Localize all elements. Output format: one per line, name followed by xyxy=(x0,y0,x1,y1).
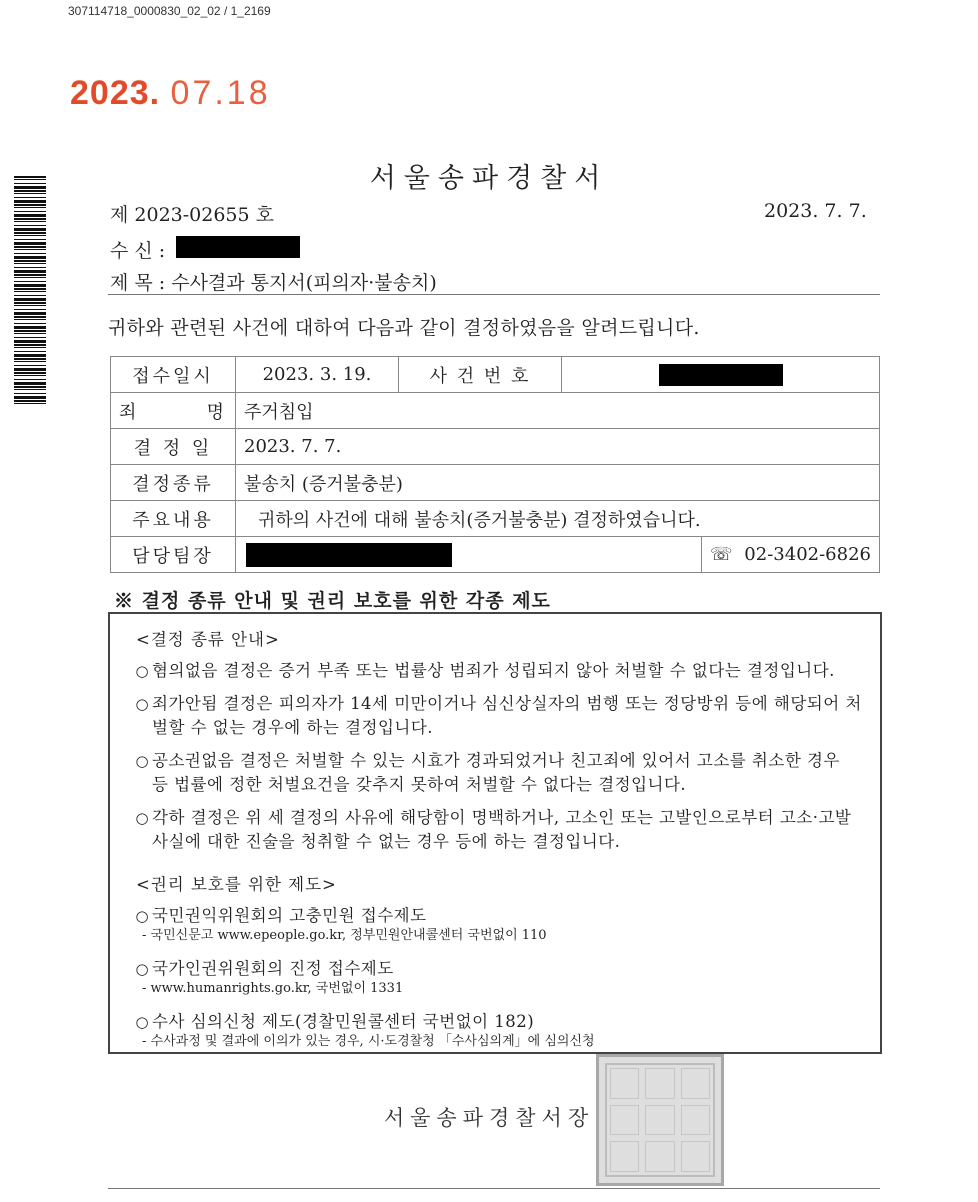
list-item: ○ 각하 결정은 위 세 결정의 사유에 해당함이 명백하거나, 고소인 또는 고발인으로부터 고소·고발 사실에 대한 진술을 청취할 수 없는 경우 등에 하는 결정입니다. xyxy=(132,806,862,854)
bullet-icon: ○ xyxy=(135,662,149,680)
received-date-stamp xyxy=(70,74,271,113)
list-item: ○ 국민권익위원회의 고충민원 접수제도 xyxy=(132,904,862,928)
office-title: 서울송파경찰서 xyxy=(369,163,609,194)
received-date-value: 2023. 3. 19. xyxy=(236,357,399,393)
table-row xyxy=(111,537,880,573)
received-date-label: 접수일시 xyxy=(111,357,236,393)
table-row xyxy=(111,465,880,501)
list-item: ○ 죄가안됨 결정은 피의자가 14세 미만이거나 심신상실자의 범행 또는 정당방위 등에 해당되어 처벌할 수 없는 경우에 하는 결정입니다. xyxy=(132,692,862,740)
redacted-manager-name xyxy=(246,543,452,567)
phone-icon: ☏ xyxy=(710,544,733,565)
section-heading: ※ 결정 종류 안내 및 권리 보호를 위한 각종 제도 xyxy=(114,590,551,612)
bullet-icon: ○ xyxy=(135,1013,149,1031)
bullet-icon: ○ xyxy=(135,907,149,925)
rights-heading: <권리 보호를 위한 제도> xyxy=(136,875,337,894)
crime-label: 죄 명 xyxy=(111,393,236,429)
bullet-icon: ○ xyxy=(135,752,149,770)
barcode xyxy=(14,176,46,404)
header-divider xyxy=(108,294,880,295)
decision-date-value: 2023. 7. 7. xyxy=(236,429,880,465)
lead-text: 귀하와 관련된 사건에 대하여 다음과 같이 결정하였음을 알려드립니다. xyxy=(108,317,700,339)
decision-date-label: 결 정 일 xyxy=(111,429,236,465)
list-item: ○ 수사 심의신청 제도(경찰민원콜센터 국번없이 182) xyxy=(132,1010,862,1034)
redacted-recipient xyxy=(176,236,300,258)
crime-value: 주거침입 xyxy=(236,393,880,429)
decision-type-label: 결정종류 xyxy=(111,465,236,501)
summary-label: 주요내용 xyxy=(111,501,236,537)
bullet-icon: ○ xyxy=(135,695,149,713)
redacted-case-number xyxy=(659,364,783,386)
signature-chief: 서울송파경찰서장 xyxy=(383,1106,595,1130)
list-item: ○ 혐의없음 결정은 증거 부족 또는 법률상 범죄가 성립되지 않아 처벌할 수 없다는 결정입니다. xyxy=(132,659,862,683)
phone-cell xyxy=(702,537,880,573)
document-id: 307114718_0000830_02_02 / 1_2169 xyxy=(68,4,271,18)
list-item: ○ 국가인권위원회의 진정 접수제도 xyxy=(132,957,862,981)
table-row xyxy=(111,501,880,537)
list-item-detail: - 국민신문고 www.epeople.go.kr, 정부민원안내콜센터 국번없이 110 xyxy=(142,928,547,943)
bullet-icon: ○ xyxy=(135,809,149,827)
document-number: 제 2023-02655 호 xyxy=(110,204,275,226)
bullet-icon: ○ xyxy=(135,960,149,978)
recipient-label: 수 신 : xyxy=(110,240,166,262)
issue-date: 2023. 7. 7. xyxy=(764,200,867,222)
case-number-label: 사 건 번 호 xyxy=(399,357,562,393)
decision-type-value: 불송치 (증거불충분) xyxy=(236,465,880,501)
case-number-value xyxy=(562,357,880,393)
list-item: ○ 공소권없음 결정은 처벌할 수 있는 시효가 경과되었거나 친고죄에 있어서 고소를 취소한 경우 등 법률에 정한 처벌요건을 갖추지 못하여 처벌할 수 없다는 결정입니다. xyxy=(132,749,862,797)
manager-value xyxy=(236,537,702,573)
manager-label: 담당팀장 xyxy=(111,537,236,573)
table-row xyxy=(111,429,880,465)
document-subject: 제 목 : 수사결과 통지서(피의자·불송치) xyxy=(110,272,437,294)
list-item-detail: - 수사과정 및 결과에 이의가 있는 경우, 시·도경찰청 「수사심의계」에 심의신청 xyxy=(142,1034,595,1049)
list-item-detail: - www.humanrights.go.kr, 국번없이 1331 xyxy=(142,981,404,996)
summary-value: 귀하의 사건에 대해 불송치(증거불충분) 결정하였습니다. xyxy=(236,501,880,537)
table-row xyxy=(111,393,880,429)
guide-box xyxy=(108,612,882,1054)
case-info-table xyxy=(110,356,880,573)
stamp-year: 2023. xyxy=(70,74,161,112)
table-row xyxy=(111,357,880,393)
footer-divider xyxy=(108,1188,880,1189)
phone-number: 02-3402-6826 xyxy=(744,544,871,565)
stamp-month-day: 07.18 xyxy=(170,74,271,112)
guide-heading: <결정 종류 안내> xyxy=(136,630,280,649)
